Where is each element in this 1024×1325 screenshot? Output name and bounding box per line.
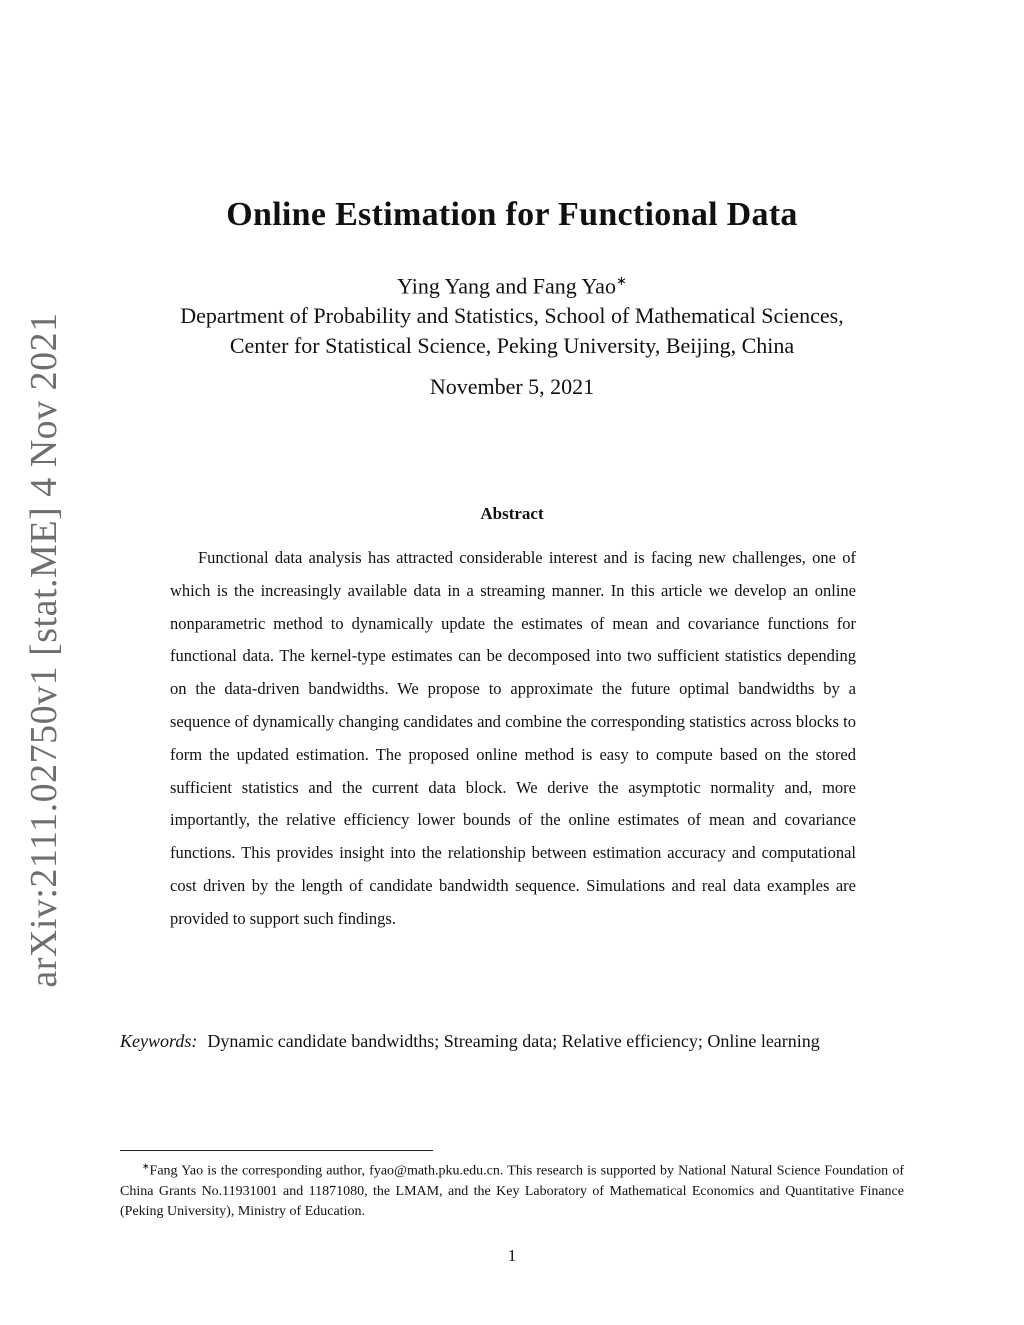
paper-title: Online Estimation for Functional Data: [226, 196, 798, 233]
keywords-text: Dynamic candidate bandwidths; Streaming data; Relative efficiency; Online learning: [207, 1031, 820, 1051]
page-number: 1: [507, 1246, 517, 1265]
abstract-heading: Abstract: [480, 504, 544, 523]
author-names-text: Ying Yang and Fang Yao: [397, 273, 616, 299]
footnote-mark: ∗: [142, 1161, 150, 1171]
footnote-divider: [120, 1150, 433, 1151]
keywords: [120, 1024, 904, 1058]
footnote-text: Fang Yao is the corresponding author, fyao@math.pku.edu.cn. This research is supported by National Natural Science Foundation of China Grants No.11931001 and 11871080, the LMAM, and the Key Laboratory of Mathematical Economics and Quantitative Finance (Peking University), Ministry of Education.: [120, 1163, 904, 1219]
arxiv-identifier: arXiv:2111.02750v1 [stat.ME] 4 Nov 2021: [23, 312, 65, 988]
author-block: [0, 266, 1024, 361]
affiliation-line-1: Department of Probability and Statistics, School of Mathematical Sciences,: [180, 303, 844, 329]
abstract-body: Functional data analysis has attracted considerable interest and is facing new challenges, one of which is the increasingly available data in a streaming manner. In this article we develop an online nonparametric method to dynamically update the estimates of mean and covariance functions for functional data. The kernel-type estimates can be decomposed into two sufficient statistics depending on the data-driven bandwidths. We propose to approximate the future optimal bandwidths by a sequence of dynamically changing candidates and combine the corresponding statistics across blocks to form the updated estimation. The proposed online method is easy to compute based on the stored sufficient statistics and the current data block. We derive the asymptotic normality and, more importantly, the relative efficiency lower bounds of the online estimates of mean and covariance functions. This provides insight into the relationship between estimation accuracy and computational cost driven by the length of candidate bandwidth sequence. Simulations and real data examples are provided to support such findings.: [170, 548, 856, 928]
publication-date: November 5, 2021: [429, 374, 595, 399]
keywords-label: Keywords:: [120, 1031, 198, 1051]
author-footnote-mark: ∗: [615, 273, 627, 288]
footnote: [120, 1156, 904, 1222]
author-names: [0, 266, 1024, 301]
affiliation-line-2: Center for Statistical Science, Peking University, Beijing, China: [229, 333, 795, 359]
